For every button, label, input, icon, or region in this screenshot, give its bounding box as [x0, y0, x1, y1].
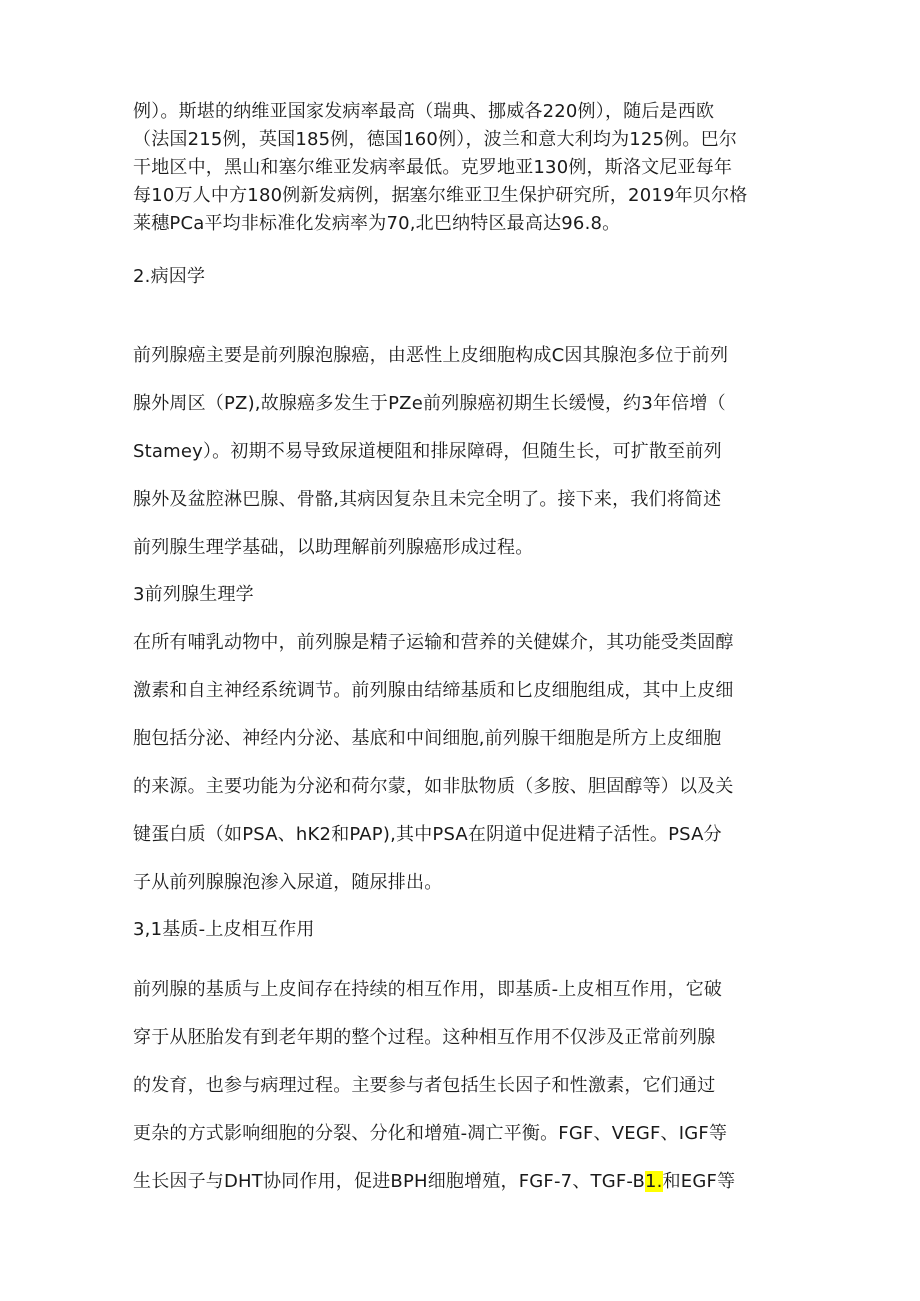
paragraph-4-line-4: 更杂的方式影响细胞的分裂、分化和增殖-凋亡平衡。FGF、VEGF、IGF等	[133, 1123, 728, 1144]
highlighted-text: 1.	[645, 1171, 663, 1192]
paragraph-2-line-2: 腺外周区（PZ),故腺癌多发生于PZe前列腺癌初期生长缓慢，约3年倍增（	[133, 393, 726, 414]
heading-physiology: 3前列腺生理学	[133, 584, 254, 605]
paragraph-3-line-2: 激素和自主神经系统调节。前列腺由结缔基质和匕皮细胞组成，其中上皮细	[133, 680, 734, 701]
paragraph-4-line-5	[133, 1167, 735, 1193]
paragraph-2-line-5: 前列腺生理学基础，以助理解前列腺癌形成过程。	[133, 537, 534, 558]
paragraph-1-line-4: 每10万人中方180例新发病例，据塞尔维亚卫生保护研究所，2019年贝尔格	[133, 185, 748, 206]
paragraph-3-line-5: 键蛋白质（如PSA、hK2和PAP),其中PSA在阴道中促进精子活性。PSA分	[133, 824, 722, 845]
paragraph-3-line-1: 在所有哺乳动物中，前列腺是精子运输和营养的关健媒介，其功能受类固醇	[133, 632, 734, 653]
paragraph-4-line-3: 的发育，也参与病理过程。主要参与者包括生长因子和性激素，它们通过	[133, 1075, 716, 1096]
paragraph-1-line-3: 干地区中，黑山和塞尔维亚发病率最低。克罗地亚130例，斯洛文尼亚每年	[133, 157, 733, 178]
paragraph-3-line-6: 子从前列腺腺泡渗入尿道，随尿排出。	[133, 872, 443, 893]
paragraph-3-line-3: 胞包括分泌、神经内分泌、基底和中间细胞,前列腺干细胞是所方上皮细胞	[133, 728, 722, 749]
paragraph-1-line-5: 莱穗PCa平均非标准化发病率为70,北巴纳特区最高达96.8。	[133, 213, 621, 234]
line-text-after-highlight: 和EGF等	[662, 1171, 736, 1192]
paragraph-4-line-1: 前列腺的基质与上皮间存在持续的相互作用，即基质-上皮相互作用，它破	[133, 979, 723, 1000]
paragraph-2-line-4: 腺外及盆腔淋巴腺、骨骼,其病因复杂且未完全明了。接下来，我们将简述	[133, 489, 722, 510]
heading-stroma-epithelium: 3,1基质-上皮相互作用	[133, 919, 315, 940]
paragraph-1-line-1: 例）。斯堪的纳维亚国家发病率最高（瑞典、挪威各220例），随后是西欧	[133, 101, 715, 122]
paragraph-3-line-4: 的来源。主要功能为分泌和荷尔蒙，如非肽物质（多胺、胆固醇等）以及关	[133, 776, 734, 797]
paragraph-1-line-2: （法国215例，英国185例，德国160例），波兰和意大利均为125例。巴尔	[133, 129, 738, 150]
line-text-before-highlight: 生长因子与DHT协同作用，促进BPH细胞增殖，FGF-7、TGF-B	[133, 1171, 646, 1192]
heading-etiology: 2.病因学	[133, 266, 206, 287]
paragraph-2-line-3: Stamey）。初期不易导致尿道梗阻和排尿障碍，但随生长，可扩散至前列	[133, 441, 722, 462]
paragraph-2-line-1: 前列腺癌主要是前列腺泡腺癌，由恶性上皮细胞构成C因其腺泡多位于前列	[133, 345, 729, 366]
paragraph-4-line-2: 穿于从胚胎发有到老年期的整个过程。这种相互作用不仅涉及正常前列腺	[133, 1027, 716, 1048]
